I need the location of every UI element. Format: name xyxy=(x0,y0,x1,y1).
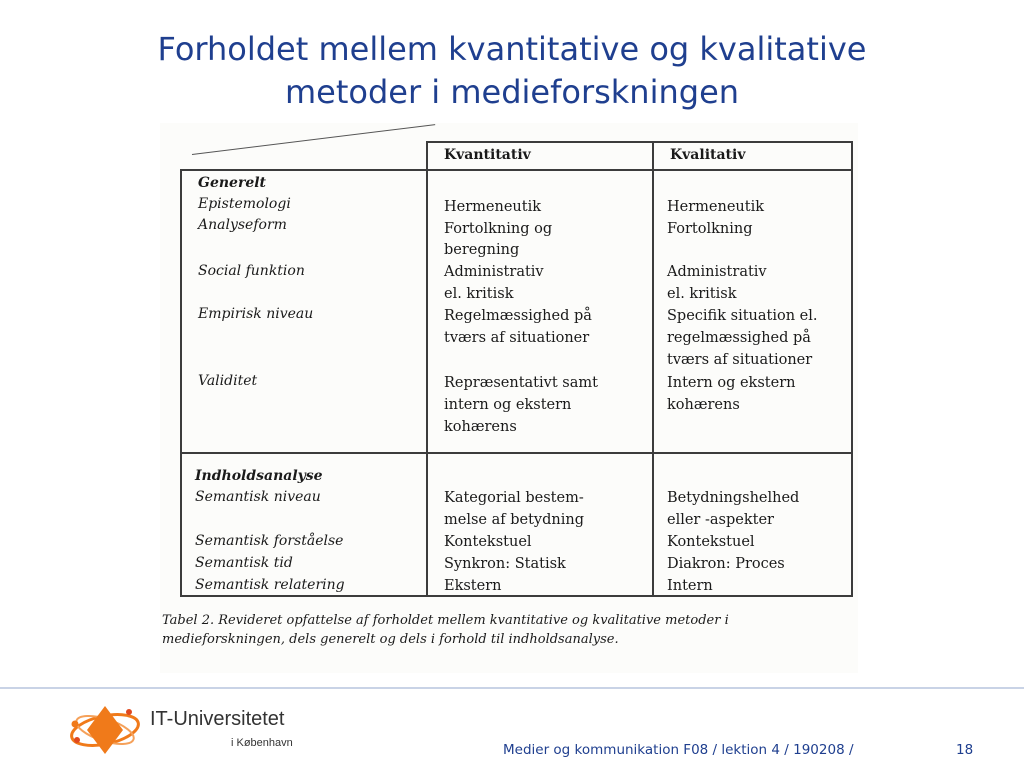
itu-logo-icon xyxy=(65,698,145,762)
row-label: Empirisk niveau xyxy=(198,306,314,322)
slide-title xyxy=(40,28,984,114)
slide-title-line-2: metoder i medieforskningen xyxy=(284,73,740,111)
section-heading-content-analysis: Indholdsanalyse xyxy=(195,468,323,484)
cell-line: Ekstern xyxy=(444,578,502,594)
cell-line: Fortolkning og xyxy=(444,221,553,237)
cell-line: regelmæssighed på xyxy=(667,330,811,346)
header-qualitative: Kvalitativ xyxy=(653,142,852,170)
content-qualitative-cell xyxy=(653,453,852,596)
cell-line: Hermeneutik xyxy=(667,199,764,215)
cell-line: tværs af situationer xyxy=(667,352,813,368)
cell-line: intern og ekstern xyxy=(444,397,572,413)
cell-line: Administrativ xyxy=(444,264,544,280)
content-labels-cell xyxy=(181,453,427,596)
header-empty-cell xyxy=(181,142,427,170)
cell-line: kohærens xyxy=(444,419,517,435)
cell-line: Fortolkning xyxy=(667,221,753,237)
cell-line: melse af betydning xyxy=(444,512,584,528)
cell-line: Kontekstuel xyxy=(667,534,755,550)
cell-line: Synkron: Statisk xyxy=(444,556,566,572)
cell-line: Intern og ekstern xyxy=(667,375,796,391)
cell-line: Betydningshelhed xyxy=(667,490,800,506)
footer-course-info: Medier og kommunikation F08 / lektion 4 / 190208 / xyxy=(503,742,854,758)
section-heading-general: Generelt xyxy=(198,175,267,191)
cell-line: Kontekstuel xyxy=(444,534,532,550)
cell-line: el. kritisk xyxy=(667,286,737,302)
general-labels-cell xyxy=(181,170,427,453)
cell-line: Hermeneutik xyxy=(444,199,541,215)
row-label: Validitet xyxy=(198,373,258,389)
row-label: Semantisk relatering xyxy=(195,577,345,593)
cell-line: Regelmæssighed på xyxy=(444,308,592,324)
cell-line: Diakron: Proces xyxy=(667,556,785,572)
row-label: Semantisk niveau xyxy=(195,489,321,505)
cell-line: tværs af situationer xyxy=(444,330,590,346)
cell-line: Administrativ xyxy=(667,264,767,280)
page-number: 18 xyxy=(956,742,974,758)
caption-line-2: medieforskningen, dels generelt og dels i forhold til indholdsanalyse. xyxy=(162,632,619,647)
general-quantitative-cell xyxy=(427,170,653,453)
row-label: Epistemologi xyxy=(198,196,291,212)
logo-subtitle: i København xyxy=(231,737,293,749)
content-analysis-row xyxy=(181,453,852,596)
row-label: Semantisk tid xyxy=(195,555,293,571)
row-label: Semantisk forståelse xyxy=(195,533,344,549)
caption-line-1: Tabel 2. Revideret opfattelse af forholdet mellem kvantitative og kvalitative metoder i xyxy=(162,613,729,628)
itu-logo xyxy=(65,692,331,768)
cell-line: Repræsentativt samt xyxy=(444,375,598,391)
cell-line: eller -aspekter xyxy=(667,512,774,528)
logo-name: IT-Universitetet xyxy=(150,708,285,730)
row-label: Social funktion xyxy=(198,263,305,279)
cell-line: Intern xyxy=(667,578,713,594)
cell-line: beregning xyxy=(444,242,520,258)
header-quantitative: Kvantitativ xyxy=(427,142,653,170)
table-header-row xyxy=(181,142,852,170)
cell-line: el. kritisk xyxy=(444,286,514,302)
table-caption xyxy=(162,611,856,649)
content-quantitative-cell xyxy=(427,453,653,596)
cell-line: Kategorial bestem- xyxy=(444,490,584,506)
cell-line: kohærens xyxy=(667,397,740,413)
scanned-table-image xyxy=(160,123,858,673)
general-qualitative-cell xyxy=(653,170,852,453)
row-label: Analyseform xyxy=(198,217,287,233)
footer-divider xyxy=(0,687,1024,689)
cell-line: Specifik situation el. xyxy=(667,308,818,324)
comparison-table xyxy=(180,141,853,597)
general-row xyxy=(181,170,852,453)
slide-title-line-1: Forholdet mellem kvantitative og kvalitative xyxy=(157,30,867,68)
